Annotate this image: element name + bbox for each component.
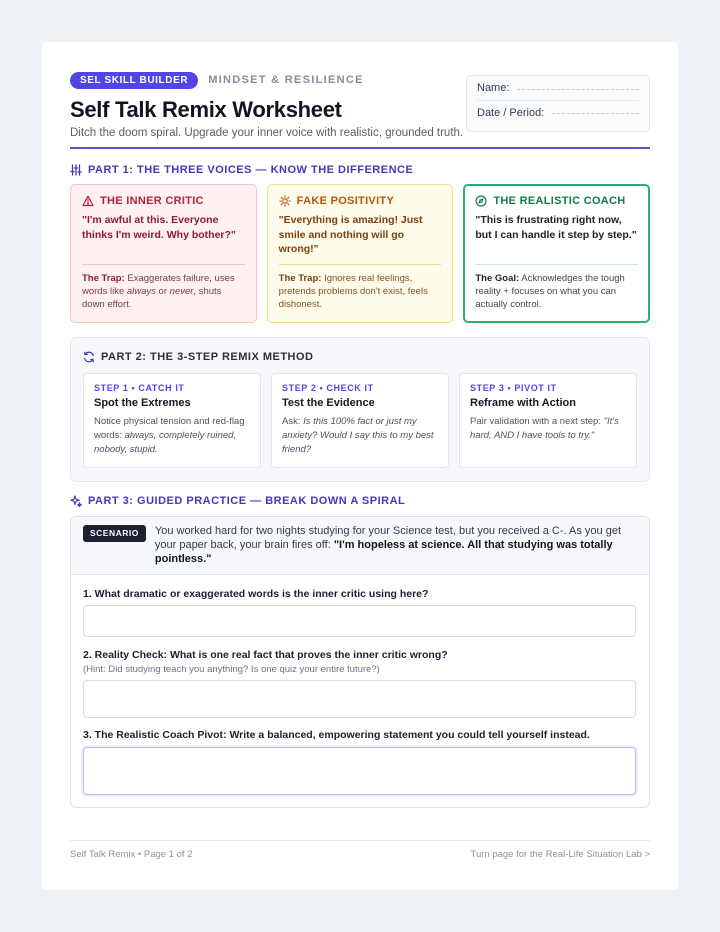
answer-field-2[interactable] [83,680,636,718]
step-description: Pair validation with a next step: "It's hard, AND I have tools to try." [470,416,619,441]
answer-field-3[interactable] [83,747,636,795]
sparkle-icon [70,495,82,507]
step-card-catch [83,373,261,468]
three-voices-row [70,184,650,323]
question-2 [83,649,637,675]
step-title: Test the Evidence [282,397,375,409]
card-title: THE REALISTIC COACH [493,195,626,207]
part1-heading: PART 1: THE THREE VOICES — KNOW THE DIFFERENCE [70,164,413,176]
part3-heading: PART 3: GUIDED PRACTICE — BREAK DOWN A SPIRAL [70,495,405,507]
worksheet-page [42,42,678,890]
step-description: Ask: Is this 100% fact or just my anxiety? Would I say this to my best friend? [282,416,434,455]
part2-heading: PART 2: THE 3-STEP REMIX METHOD [83,351,314,363]
name-field[interactable] [477,76,639,100]
skill-badge: SEL SKILL BUILDER [70,72,198,89]
card-quote: "Everything is amazing! Just smile and nothing will go wrong!" [278,214,423,255]
card-title: THE INNER CRITIC [100,195,204,207]
card-divider [279,264,442,265]
card-quote: "This is frustrating right now, but I can handle it step by step." [475,214,637,241]
card-note: The Goal: Acknowledges the tough reality + focuses on what you can actually control. [475,273,625,310]
footer-page-info: Self Talk Remix • Page 1 of 2 [70,849,193,860]
name-line [517,89,639,90]
step-title: Reframe with Action [470,397,576,409]
date-period-field[interactable] [477,100,639,124]
category-label: MINDSET & RESILIENCE [208,74,364,86]
guided-practice-panel [70,516,650,808]
step-tag: STEP 1 • CATCH IT [94,383,185,393]
step-description: Notice physical tension and red-flag words: always, completely ruined, nobody, stupid. [94,416,245,455]
question-1 [83,588,637,600]
scenario-badge: SCENARIO [83,525,146,542]
scenario-banner [71,517,649,575]
scenario-text: You worked hard for two nights studying for your Science test, but you received a C-. As you get your paper back, your brain fires off: "I'm hopeless at science. All that studying was totally pointless." [154,525,621,565]
step-title: Spot the Extremes [94,397,191,409]
answer-field-1[interactable] [83,605,636,637]
question-label: 1. What dramatic or exaggerated words is the inner critic using here? [83,588,429,600]
card-note: The Trap: Ignores real feelings, pretends problems don't exist, feels dishonest. [278,273,428,310]
date-period-line [552,113,639,114]
card-title: FAKE POSITIVITY [296,195,395,207]
warning-triangle-icon [82,195,94,207]
question-hint: (Hint: Did studying teach you anything? Is one quiz your entire future?) [83,664,380,675]
question-3 [83,729,637,741]
compass-icon [475,195,487,207]
inner-critic-card [70,184,257,323]
step-card-check [271,373,449,468]
refresh-icon [83,351,95,363]
card-divider [475,264,638,265]
footer-divider [70,840,650,841]
realistic-coach-card [463,184,650,323]
remix-method-panel [70,337,650,482]
header-divider [70,147,650,149]
step-tag: STEP 2 • CHECK IT [282,383,374,393]
page-subtitle: Ditch the doom spiral. Upgrade your inner voice with realistic, grounded truth. [70,127,464,139]
footer-next-page[interactable]: Turn page for the Real-Life Situation Lab > [470,849,650,860]
sliders-icon [70,164,82,176]
date-period-label: Date / Period: [477,106,545,119]
step-card-pivot [459,373,637,468]
card-quote: "I'm awful at this. Everyone thinks I'm weird. Why bother?" [82,214,236,241]
question-label: 2. Reality Check: What is one real fact that proves the inner critic wrong? [83,649,448,661]
step-tag: STEP 3 • PIVOT IT [470,383,557,393]
sun-icon [279,195,291,207]
card-note: The Trap: Exaggerates failure, uses words like always or never, shuts down effort. [82,273,235,310]
card-divider [82,264,245,265]
fake-positivity-card [267,184,454,323]
question-label: 3. The Realistic Coach Pivot: Write a balanced, empowering statement you could tell yourself instead. [83,729,590,741]
student-info-box [466,75,650,132]
page-title: Self Talk Remix Worksheet [70,97,342,122]
name-label: Name: [477,82,510,94]
steps-row [83,373,637,468]
